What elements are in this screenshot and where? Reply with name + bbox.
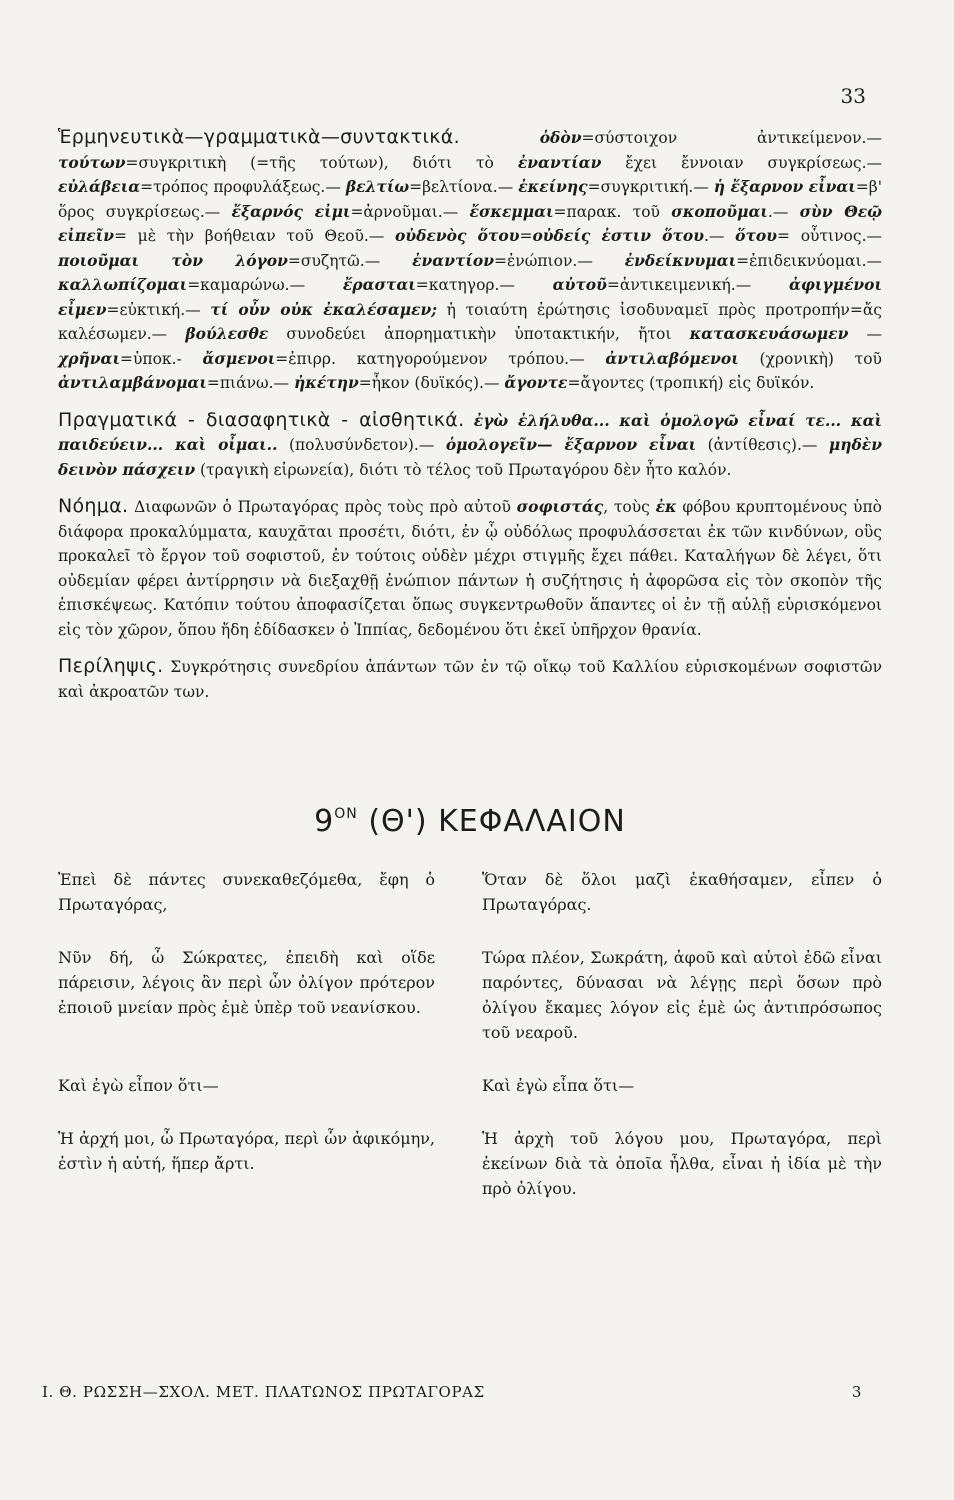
referenced-term: ἄσμενοι [202, 348, 276, 368]
footer-running-title: Ι. Θ. ΡΩΣΣΗ—ΣΧΟΛ. ΜΕΤ. ΠΛΑΤΩΝΟΣ ΠΡΩΤΑΓΟΡΑΣ [42, 1383, 485, 1401]
explanation-text: — [848, 325, 882, 343]
commentary-section [58, 408, 882, 483]
ancient-greek-text: Νῦν δή, ὦ Σώκρατες, ἐπειδὴ καὶ οἵδε πάρεισιν, λέγοις ἂν περὶ ὧν ὀλίγον πρότερον ἐποιοῦ μνείαν πρὸς ἐμὲ ὑπὲρ τοῦ νεανίσκου. [58, 948, 435, 1017]
page-body [58, 125, 882, 1201]
referenced-term: ἐκ [655, 497, 677, 516]
referenced-term: τούτων [58, 152, 126, 172]
explanation-text: =κατηγορ.— [415, 276, 553, 294]
referenced-term: εὐλάβεια [58, 177, 141, 196]
explanation-text: ἡ τοιαύτη ἐρώτησις ἰσοδυναμεῖ πρὸς προτροπήν=ἄς καλέσωμεν.— [58, 300, 882, 343]
explanation-text: =καμαρώνω.— [187, 276, 343, 294]
explanation-text: ἔχει ἔννοιαν συγκρίσεως.— [601, 153, 883, 172]
modern-greek-translation: Ἡ ἀρχὴ τοῦ λόγου μου, Πρωταγόρα, περὶ ἐκείνων διὰ τὰ ὁποῖα ἦλθα, εἶναι ἡ ἰδία μὲ τὴν πρὸ ὀλίγου. [482, 1129, 882, 1198]
explanation-text: =ὑποκ.- [119, 349, 203, 368]
referenced-term: ἐναντίον [412, 250, 494, 270]
referenced-term: ἐναντίαν [517, 152, 602, 172]
explanation-text: Συγκρότησις συνεδρίου ἁπάντων τῶν ἐν τῷ οἴκῳ τοῦ Καλλίου εὑρισκομένων σοφιστῶν καὶ ἀκροατῶν των. [58, 658, 882, 701]
referenced-term: τί οὖν οὐκ ἐκαλέσαμεν; [210, 299, 437, 319]
explanation-text: =συγκριτική.— [587, 178, 714, 196]
commentary-sections [58, 125, 882, 704]
referenced-term: ἐγὼ ἐλήλυθα... καὶ ὁμολογῶ εἶναί τε... καὶ παιδεύειν... καὶ οἶμαι.. [58, 410, 882, 454]
explanation-text: , τοὺς [603, 498, 656, 516]
referenced-term: ὅτου [735, 226, 778, 245]
explanation-text: (ἀντίθεσις).— [696, 436, 829, 454]
explanation-text: =ἐνώπιον.— [494, 251, 625, 270]
chapter-title [58, 804, 882, 839]
referenced-term: χρῆναι [58, 348, 120, 368]
referenced-term: ἄγοντε [504, 373, 568, 392]
explanation-text: =ἧκον (δυϊκός).— [358, 374, 505, 392]
explanation-text: =σύστοιχον ἀντικείμενον.— [581, 129, 882, 147]
explanation-text: =ἀντικειμενική.— [606, 276, 789, 294]
commentary-section [58, 125, 882, 396]
explanation-text: =εὐκτική.— [106, 300, 211, 319]
referenced-term: οὐδενὸς ὅτου [395, 226, 520, 245]
referenced-term: ἔσκεμμαι [469, 201, 554, 221]
chapter-heading: (Θ') ΚΕΦΑΛΑΙΟΝ [368, 804, 626, 839]
explanation-text: =συγκριτικὴ (=τῆς τούτων), διότι τὸ [125, 153, 518, 172]
chapter-number-suffix: ΟΝ [334, 806, 358, 822]
referenced-term: ἐκείνης [518, 177, 588, 196]
explanation-text: (χρονικὴ) τοῦ [738, 349, 882, 368]
referenced-term: ἐνδείκνυμαι [624, 250, 737, 270]
ancient-greek-text: Καὶ ἐγὼ εἶπον ὅτι— [58, 1076, 219, 1095]
explanation-text: = [519, 227, 533, 245]
explanation-text: = οὗτινος.— [777, 227, 882, 245]
commentary-section [58, 654, 882, 704]
referenced-term: ἀντιλαβόμενοι [605, 348, 739, 368]
page-number: 33 [840, 84, 866, 108]
explanation-text: =πιάνω.— [206, 374, 294, 392]
referenced-term: κατασκευάσωμεν [689, 324, 849, 343]
ancient-greek-text: Ἐπεὶ δὲ πάντες συνεκαθεζόμεθα, ἔφη ὁ Πρωταγόρας, [58, 870, 435, 914]
referenced-term: ἀντιλαμβάνομαι [58, 373, 207, 392]
referenced-term: μηδὲν δεινὸν πάσχειν [58, 435, 882, 479]
explanation-text: =ἀρνοῦμαι.— [350, 202, 470, 221]
explanation-text: (πολυσύνδετον).— [277, 436, 446, 454]
commentary-section [58, 494, 882, 642]
section-heading: Πραγματικά - διασαφητικὰ - αἰσθητικά. [58, 408, 465, 431]
explanation-text: φόβου κρυπτομένους ὑπὸ διάφορα προκαλύμματα, καυχᾶται προσέτι, διότι, ἐν ᾧ οὐδόλως προφυλάσσεται ἐκ τῶν κινδύνων, οὓς προκαλεῖ τὸ ἔργον τοῦ σοφιστοῦ, ἐν τούτοις οὐδὲν μέχρι στιγμῆς ἔχει πάθει. Καταλήγων δὲ λέγει, ὅτι οὐδεμίαν φέρει ἀντίρρησιν νὰ διεξαχθῇ ἐνώπιον πάντων ἡ συζήτησις ἡ ἀφορῶσα εἰς τὸν σκοπὸν τῆς ἐπισκέψεως. Κατόπιν τούτου ἀποφασίζεται ὅπως συγκεντρωθοῦν ἅπαντες οἱ ἐν τῇ αὐλῇ εὑρισκόμενοι εἰς τὸν χῶρον, ὅπου ἤδη ἐδίδασκεν ὁ Ἱππίας, δεδομένου ὅτι ἐκεῖ ὑπῆρχον θρανία. [58, 498, 882, 639]
referenced-term: ὁμολογεῖν— ἔξαρνον εἶναι [445, 435, 697, 454]
referenced-term: ἔξαρνός εἰμι [231, 201, 351, 221]
explanation-text: = μὲ τὴν βοήθειαν τοῦ Θεοῦ.— [113, 227, 396, 245]
explanation-text: =τρόπος προφυλάξεως.— [140, 178, 346, 196]
explanation-text: Διαφωνῶν ὁ Πρωταγόρας πρὸς τοὺς πρὸ αὐτοῦ [134, 498, 517, 516]
referenced-term: σὺν Θεῷ εἰπεῖν [58, 201, 882, 245]
referenced-term: ἠκέτην [293, 373, 359, 392]
explanation-text: (τραγικὴ εἰρωνεία), διότι τὸ τέλος τοῦ Πρωταγόρου δὲν ἦτο καλόν. [195, 460, 732, 479]
modern-greek-translation: Τώρα πλέον, Σωκράτη, ἀφοῦ καὶ αὐτοὶ ἐδῶ εἶναι παρόντες, δύνασαι νὰ λέγῃς περὶ ὅσων πρὸ ὀλίγου ἔκαμες λόγον εἰς ἐμὲ ὡς ἀντιπρόσωπος τοῦ νεαροῦ. [482, 948, 882, 1042]
explanation-text: =συζητῶ.— [287, 251, 413, 270]
section-heading: Περίληψις. [58, 655, 164, 677]
referenced-term: ὁδὸν [539, 128, 582, 147]
referenced-term: βούλεσθε [185, 324, 269, 343]
explanation-text: =β' ὅρος συγκρίσεως.— [58, 178, 882, 221]
explanation-text: συνοδεύει ἀπορηματικὴν ὑποτακτικήν, ἤτοι [268, 325, 690, 343]
explanation-text: .— [767, 202, 800, 221]
bilingual-text [58, 867, 882, 1201]
explanation-text: =ἐπιδεικνύομαι.— [736, 251, 882, 270]
explanation-text: =ἄγοντες (τροπική) εἰς δυϊκόν. [567, 374, 815, 392]
modern-greek-translation: Καὶ ἐγὼ εἶπα ὅτι— [482, 1076, 635, 1095]
explanation-text: =παρακ. τοῦ [553, 202, 672, 221]
section-heading: Ἑρμηνευτικὰ—γραμματικὰ—συντακτικά. [58, 126, 460, 148]
explanation-text: =βελτίονα.— [409, 178, 519, 196]
referenced-term: σκοποῦμαι [671, 201, 768, 221]
referenced-term: βελτίω [345, 177, 410, 196]
page-footer [42, 1383, 862, 1401]
referenced-term: ἔρασται [342, 275, 416, 294]
referenced-term: σοφιστάς [516, 497, 604, 516]
referenced-term: ἡ ἔξαρνον εἶναι [713, 177, 856, 196]
chapter-number: 9 [314, 804, 335, 839]
footer-signature-mark: 3 [851, 1383, 862, 1401]
referenced-term: ποιοῦμαι τὸν λόγον [58, 250, 288, 270]
modern-greek-translation: Ὅταν δὲ ὅλοι μαζὶ ἐκαθήσαμεν, εἶπεν ὁ Πρωταγόρας. [482, 870, 882, 914]
referenced-term: οὐδείς ἐστιν ὅτου [532, 226, 705, 245]
section-heading: Νόημα. [58, 495, 129, 517]
referenced-term: καλλωπίζομαι [58, 275, 188, 294]
explanation-text: .— [704, 227, 736, 245]
explanation-text: =ἐπιρρ. κατηγορούμενον τρόπου.— [275, 349, 606, 368]
referenced-term: αὐτοῦ [552, 275, 607, 294]
referenced-term: ἀφιγμένοι εἶμεν [58, 275, 882, 319]
ancient-greek-text: Ἡ ἀρχή μοι, ὦ Πρωταγόρα, περὶ ὧν ἀφικόμην, ἐστὶν ἡ αὐτή, ἥπερ ἄρτι. [58, 1129, 435, 1173]
